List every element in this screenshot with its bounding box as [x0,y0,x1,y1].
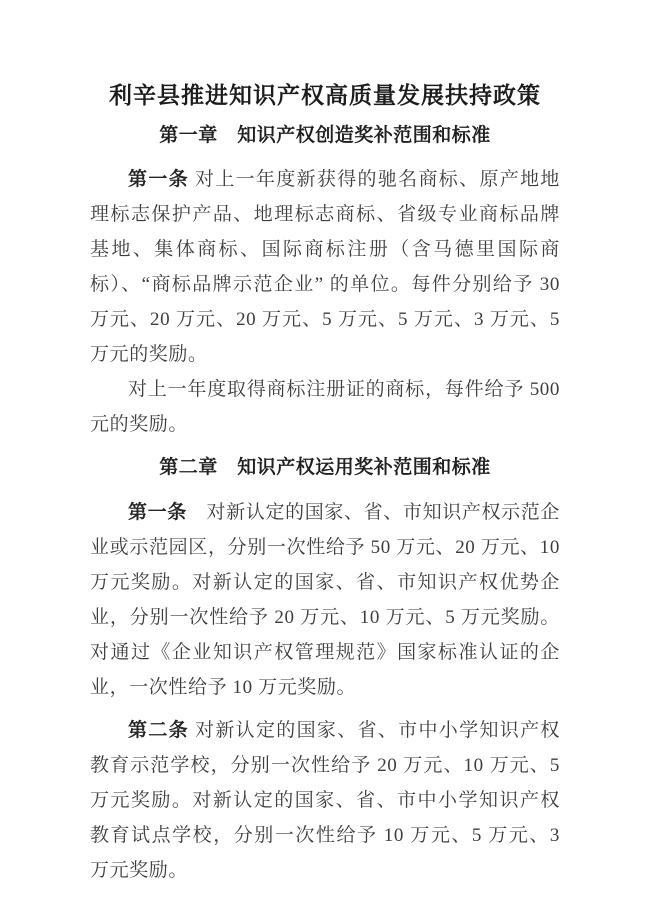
chapter-1-heading: 第一章 知识产权创造奖补范围和标准 [159,125,491,146]
paragraph-text: 对新认定的国家、省、市中小学知识产权教育示范学校，分别一次性给予 20 万元、10 万元、5 万元奖励。对新认定的国家、省、市中小学知识产权教育试点学校，分别一次性给予 10 万元、5 万元、3 万元奖励。 [90,720,560,881]
paragraph-text: 对上一年度新获得的驰名商标、原产地地理标志保护产品、地理标志商标、省级专业商标品牌基地、集体商标、国际商标注册（含马德里国际商标）、“商标品牌示范企业” 的单位。每件分别给予 30 万元、20 万元、20 万元、5 万元、5 万元、3 万元、5 万元的奖励。 [90,169,560,365]
chapter-2-article-2-paragraph [90,713,560,888]
article-number-label: 第二条 [128,720,189,741]
article-number-label: 第一条 [128,169,189,190]
document-title: 利辛县推进知识产权高质量发展扶持政策 [109,82,541,108]
chapter-2-article-1-paragraph [90,495,560,705]
chapter-1-article-1-paragraph [90,162,560,372]
paragraph-text: 对上一年度取得商标注册证的商标，每件给予 500 元的奖励。 [90,379,560,435]
chapter-1-paragraph-2 [90,372,560,442]
chapter-2-heading: 第二章 知识产权运用奖补范围和标准 [159,457,491,478]
paragraph-text: 对新认定的国家、省、市知识产权示范企业或示范园区，分别一次性给予 50 万元、20 万元、10 万元奖励。对新认定的国家、省、市知识产权优势企业，分别一次性给予 20 万元、10 万元、5 万元奖励。对通过《企业知识产权管理规范》国家标准认证的企业，一次性给予 10 万元奖励。 [90,502,560,698]
article-number-label: 第一条 [128,502,187,523]
